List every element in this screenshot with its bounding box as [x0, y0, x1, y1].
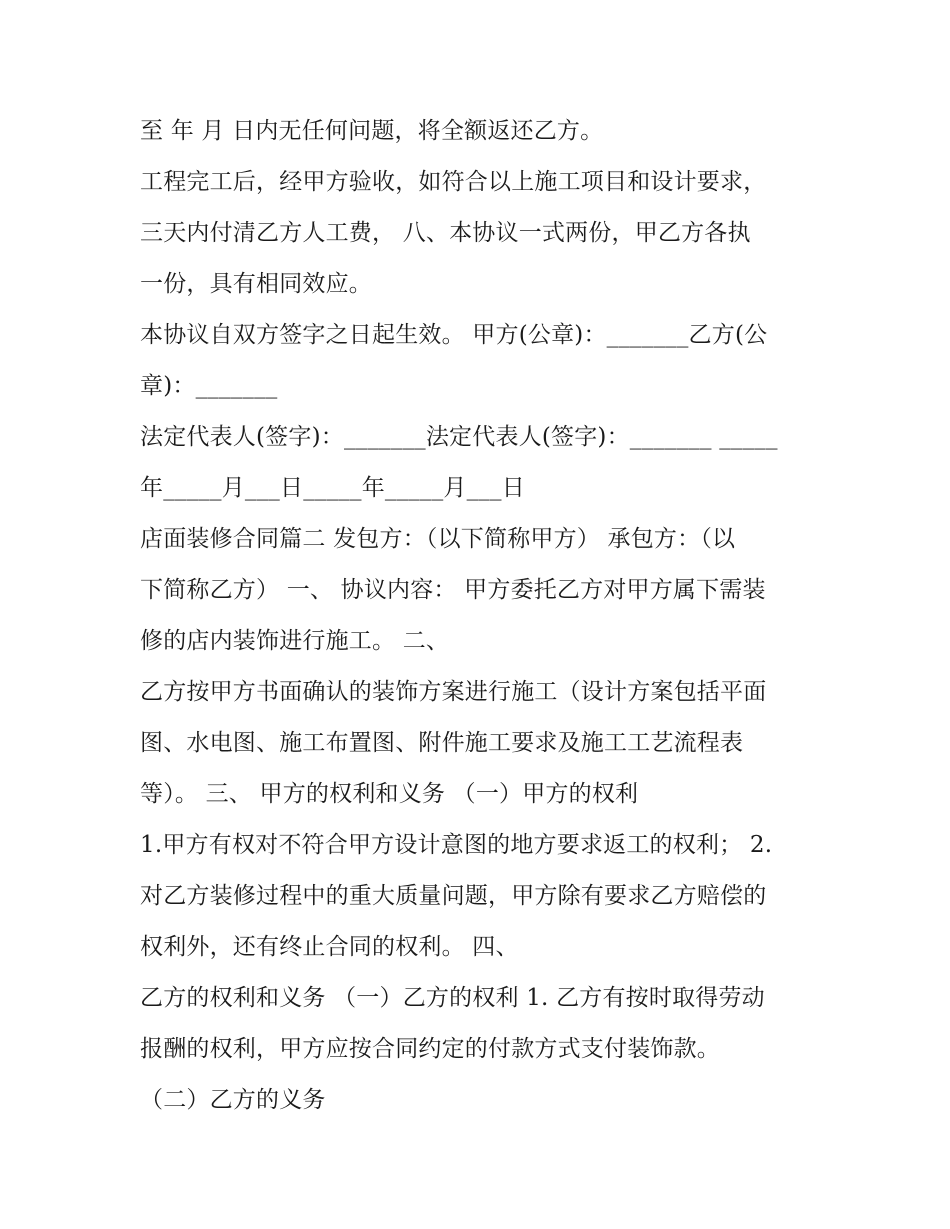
text-line: 法定代表人(签字)：_______法定代表人(签字)：_______ _____ [140, 424, 778, 450]
text-line: 对乙方装修过程中的重大质量问题，甲方除有要求乙方赔偿的 [140, 883, 767, 909]
text-line: 工程完工后，经甲方验收，如符合以上施工项目和设计要求， [140, 169, 767, 195]
text-line: 乙方的权利和义务 （一）乙方的权利 1. 乙方有按时取得劳动 [140, 985, 765, 1011]
text-line: 报酬的权利，甲方应按合同约定的付款方式支付装饰款。 [140, 1036, 720, 1062]
text-line: 1.甲方有权对不符合甲方设计意图的地方要求返工的权利； 2. [140, 832, 773, 858]
text-line: 年_____月___日_____年_____月___日 [140, 475, 525, 501]
text-line: 店面装修合同篇二 发包方：（以下简称甲方） 承包方：（以 [140, 526, 736, 552]
text-line: 等）。 三、 甲方的权利和义务 （一）甲方的权利 [140, 781, 639, 807]
text-line: 下简称乙方） 一、 协议内容： 甲方委托乙方对甲方属下需装 [140, 577, 766, 603]
text-line: 权利外，还有终止合同的权利。 四、 [140, 934, 519, 960]
text-line: 本协议自双方签字之日起生效。 甲方(公章)：_______乙方(公 [140, 322, 768, 348]
text-line: 三天内付清乙方人工费， 八、本协议一式两份，甲乙方各执 [140, 220, 751, 246]
text-line: （二）乙方的义务 [140, 1087, 326, 1113]
text-line: 章)：_______ [140, 373, 278, 399]
text-line: 乙方按甲方书面确认的装饰方案进行施工（设计方案包括平面 [140, 679, 767, 705]
text-line: 一份，具有相同效应。 [140, 271, 372, 297]
text-line: 至 年 月 日内无任何问题，将全额返还乙方。 [140, 118, 604, 144]
text-line: 修的店内装饰进行施工。 二、 [140, 628, 450, 654]
text-line: 图、水电图、施工布置图、附件施工要求及施工工艺流程表 [140, 730, 744, 756]
